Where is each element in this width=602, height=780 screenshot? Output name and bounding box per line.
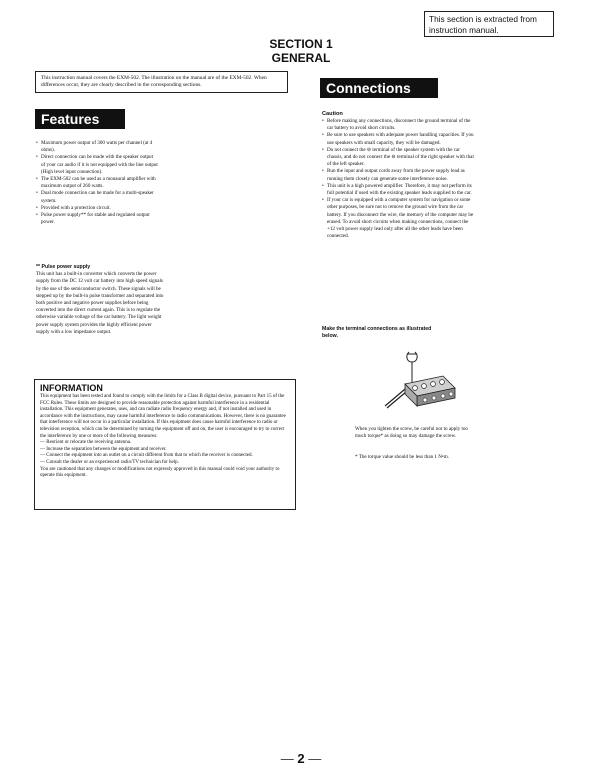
pulse-power-title: ** Pulse power supply xyxy=(36,264,91,270)
caution-title: Caution xyxy=(322,111,343,117)
torque-value-note: * The torque value should be less than 1 N•m. xyxy=(355,454,449,460)
model-note-box: This instruction manual covers the EXM-502. The illustration on the manual are of the EXM-502. When differences occur, they are clearly described in the corresponding sections. xyxy=(35,71,288,93)
caution-section xyxy=(322,111,474,240)
list-item: • Provided with a protection circuit. xyxy=(36,205,158,212)
list-item: • Pulse power supply** for stable and regulated output power. xyxy=(36,212,158,226)
screw-torque-note: When you tighten the screw, be careful not to apply too much torque* as doing so may damage the screw. xyxy=(355,426,468,440)
list-item: • Before making any connections, disconnect the ground terminal of the car battery to avoid short circuits. xyxy=(322,118,474,132)
connections-heading: Connections xyxy=(320,78,438,98)
features-heading: Features xyxy=(35,109,125,129)
page-number-dash: — xyxy=(304,751,322,766)
extract-notice: This section is extracted from instruction manual. xyxy=(424,11,554,37)
terminal-illustration xyxy=(381,348,463,410)
info-paragraph: This equipment has been tested and found to comply with the limits for a Class B digital device, pursuant to Part 15 of the FCC Rules. These limits are designed to provide reasonable protection against harmful interference in a residential installation. This equipment generates, uses, and can radiate radio frequency energy and, if not installed and used in accordance with the instructions, may cause harmful interference to radio communications. However, there is no guarantee that interference will not occur in a particular installation. If this equipment does cause harmful interference to radio or television reception, which can be determined by turning the equipment off and on, the user is encouraged to try to correct the interference by one or more of the following measures: xyxy=(40,394,286,439)
page-number-value: 2 xyxy=(297,751,305,766)
list-item: • Dual mode connection can be made for a multi-speaker system. xyxy=(36,190,158,204)
list-item: • Do not connect the ⊖ terminal of the speaker system with the car chassis, and do not connect the ⊖ terminal of the right speaker with that of the left speaker. xyxy=(322,147,474,169)
page-number-dash: — xyxy=(280,751,298,766)
section-subtitle: GENERAL xyxy=(271,51,331,65)
caution-list xyxy=(322,118,474,240)
information-title: INFORMATION xyxy=(40,383,103,393)
screwdriver-icon xyxy=(407,352,417,382)
page-number xyxy=(263,751,339,766)
information-box xyxy=(34,379,296,510)
list-item: • Direct connection can be made with the speaker output of your car audio if it is not equipped with the line output (High level input connection). xyxy=(36,154,158,176)
info-paragraph: — Connect the equipment into an outlet on a circuit different from that to which the receiver is connected. xyxy=(40,453,253,459)
features-list xyxy=(36,140,158,226)
terminal-connection-note: Make the terminal connections as illustrated below. xyxy=(322,326,432,339)
information-body xyxy=(40,394,290,480)
info-paragraph: — Consult the dealer or an experienced radio/TV technician for help. xyxy=(40,459,179,465)
list-item: • This unit is a high powered amplifier. Therefore, it may not perform its full potential if used with the existing speaker leads supplied to the car. xyxy=(322,183,474,197)
pulse-power-section xyxy=(36,264,164,336)
list-item: • Be sure to use speakers with adequate power handling capacities. If you use speakers with small capacity, they will be damaged. xyxy=(322,132,474,146)
list-item: • The EXM-502 can be used as a monaural amplifier with maximum output of 260 watts. xyxy=(36,176,158,190)
list-item: • Maximum power output of 300 watts per channel (at 4 ohms). xyxy=(36,140,158,154)
pulse-power-body: This unit has a built-in converter which converts the power supply from the DC 12 volt car battery into high speed signals by the use of the semiconductor switch. These signals will be stepped up by the built-in pulse transformer and separated into both positive and negative power supplies before being converted into the direct current again. This is to regulate the otherwise variable voltage of the car battery. The light weight power supply system provides the highly efficient power supply with a low impedance output. xyxy=(36,271,164,335)
list-item: • Run the input and output cords away from the power supply lead as running them closely can generate some interference noise. xyxy=(322,168,474,182)
info-paragraph: — Increase the separation between the equipment and receiver. xyxy=(40,446,167,452)
info-paragraph: — Reorient or relocate the receiving antenna. xyxy=(40,440,132,446)
list-item: • If your car is equipped with a computer system for navigation or some other purposes, be sure not to remove the ground wire from the car battery. If you disconnect the wire, the memory of the computer may be erased. To avoid short circuits when making connections, connect the +12 volt power supply lead only after all the other leads have been connected. xyxy=(322,197,474,240)
section-title: SECTION 1 xyxy=(269,37,333,51)
info-paragraph: You are cautioned that any changes or modifications not expressly approved in this manual could void your authority to operate this equipment. xyxy=(40,466,280,479)
